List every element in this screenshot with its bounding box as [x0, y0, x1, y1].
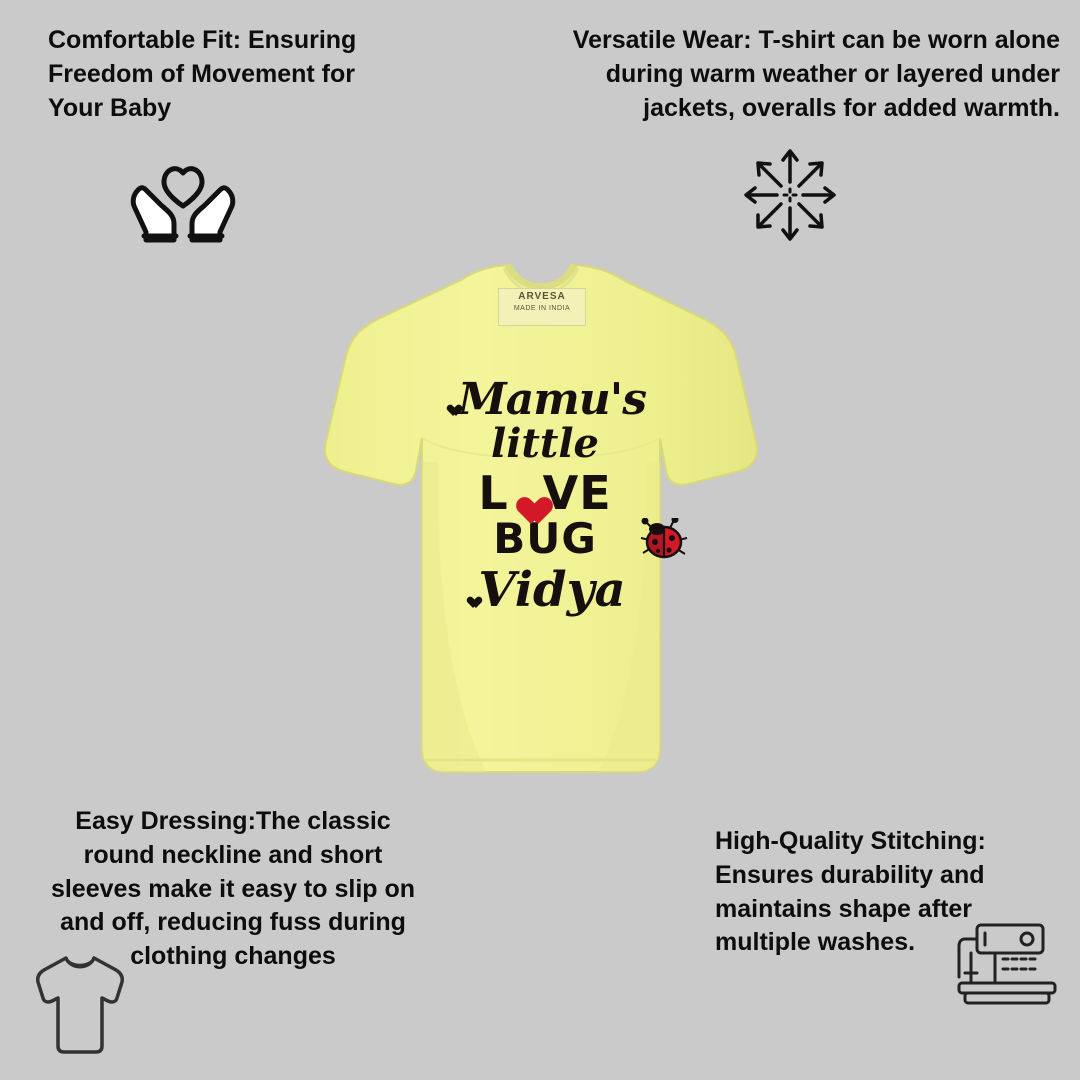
tag-brand-text: ARVESA: [518, 291, 566, 302]
print-line-little: little: [491, 420, 599, 467]
tag-origin-text: MADE IN INDIA: [513, 305, 571, 312]
feature-text-high-quality-stitching: High-Quality Stitching: Ensures durability and maintains shape after multiple washes.: [715, 827, 986, 957]
multi-direction-arrows-icon: [735, 140, 845, 255]
print-line-bug: BUG: [493, 514, 597, 563]
ladybug-icon: [640, 518, 696, 569]
product-image-tshirt: [236, 262, 846, 802]
feature-text-comfortable-fit: Comfortable Fit: Ensuring Freedom of Movement for Your Baby: [48, 26, 357, 122]
sewing-machine-icon: [955, 915, 1060, 1015]
tshirt-icon: [30, 950, 130, 1060]
feature-text-versatile-wear: Versatile Wear: T-shirt can be worn alone during warm weather or layered under jackets, overalls for added warmth.: [572, 26, 1060, 122]
hands-holding-heart-icon: [124, 140, 244, 255]
neck-brand-tag: [498, 288, 586, 326]
print-line-mamus: Mamu's: [420, 378, 670, 422]
print-line-name: Vidya: [420, 566, 670, 614]
print-line-love: L VE: [478, 466, 612, 520]
feature-text-easy-dressing: Easy Dressing:The classic round neckline and short sleeves make it easy to slip on and off, reducing fuss during clothing changes: [50, 807, 416, 970]
